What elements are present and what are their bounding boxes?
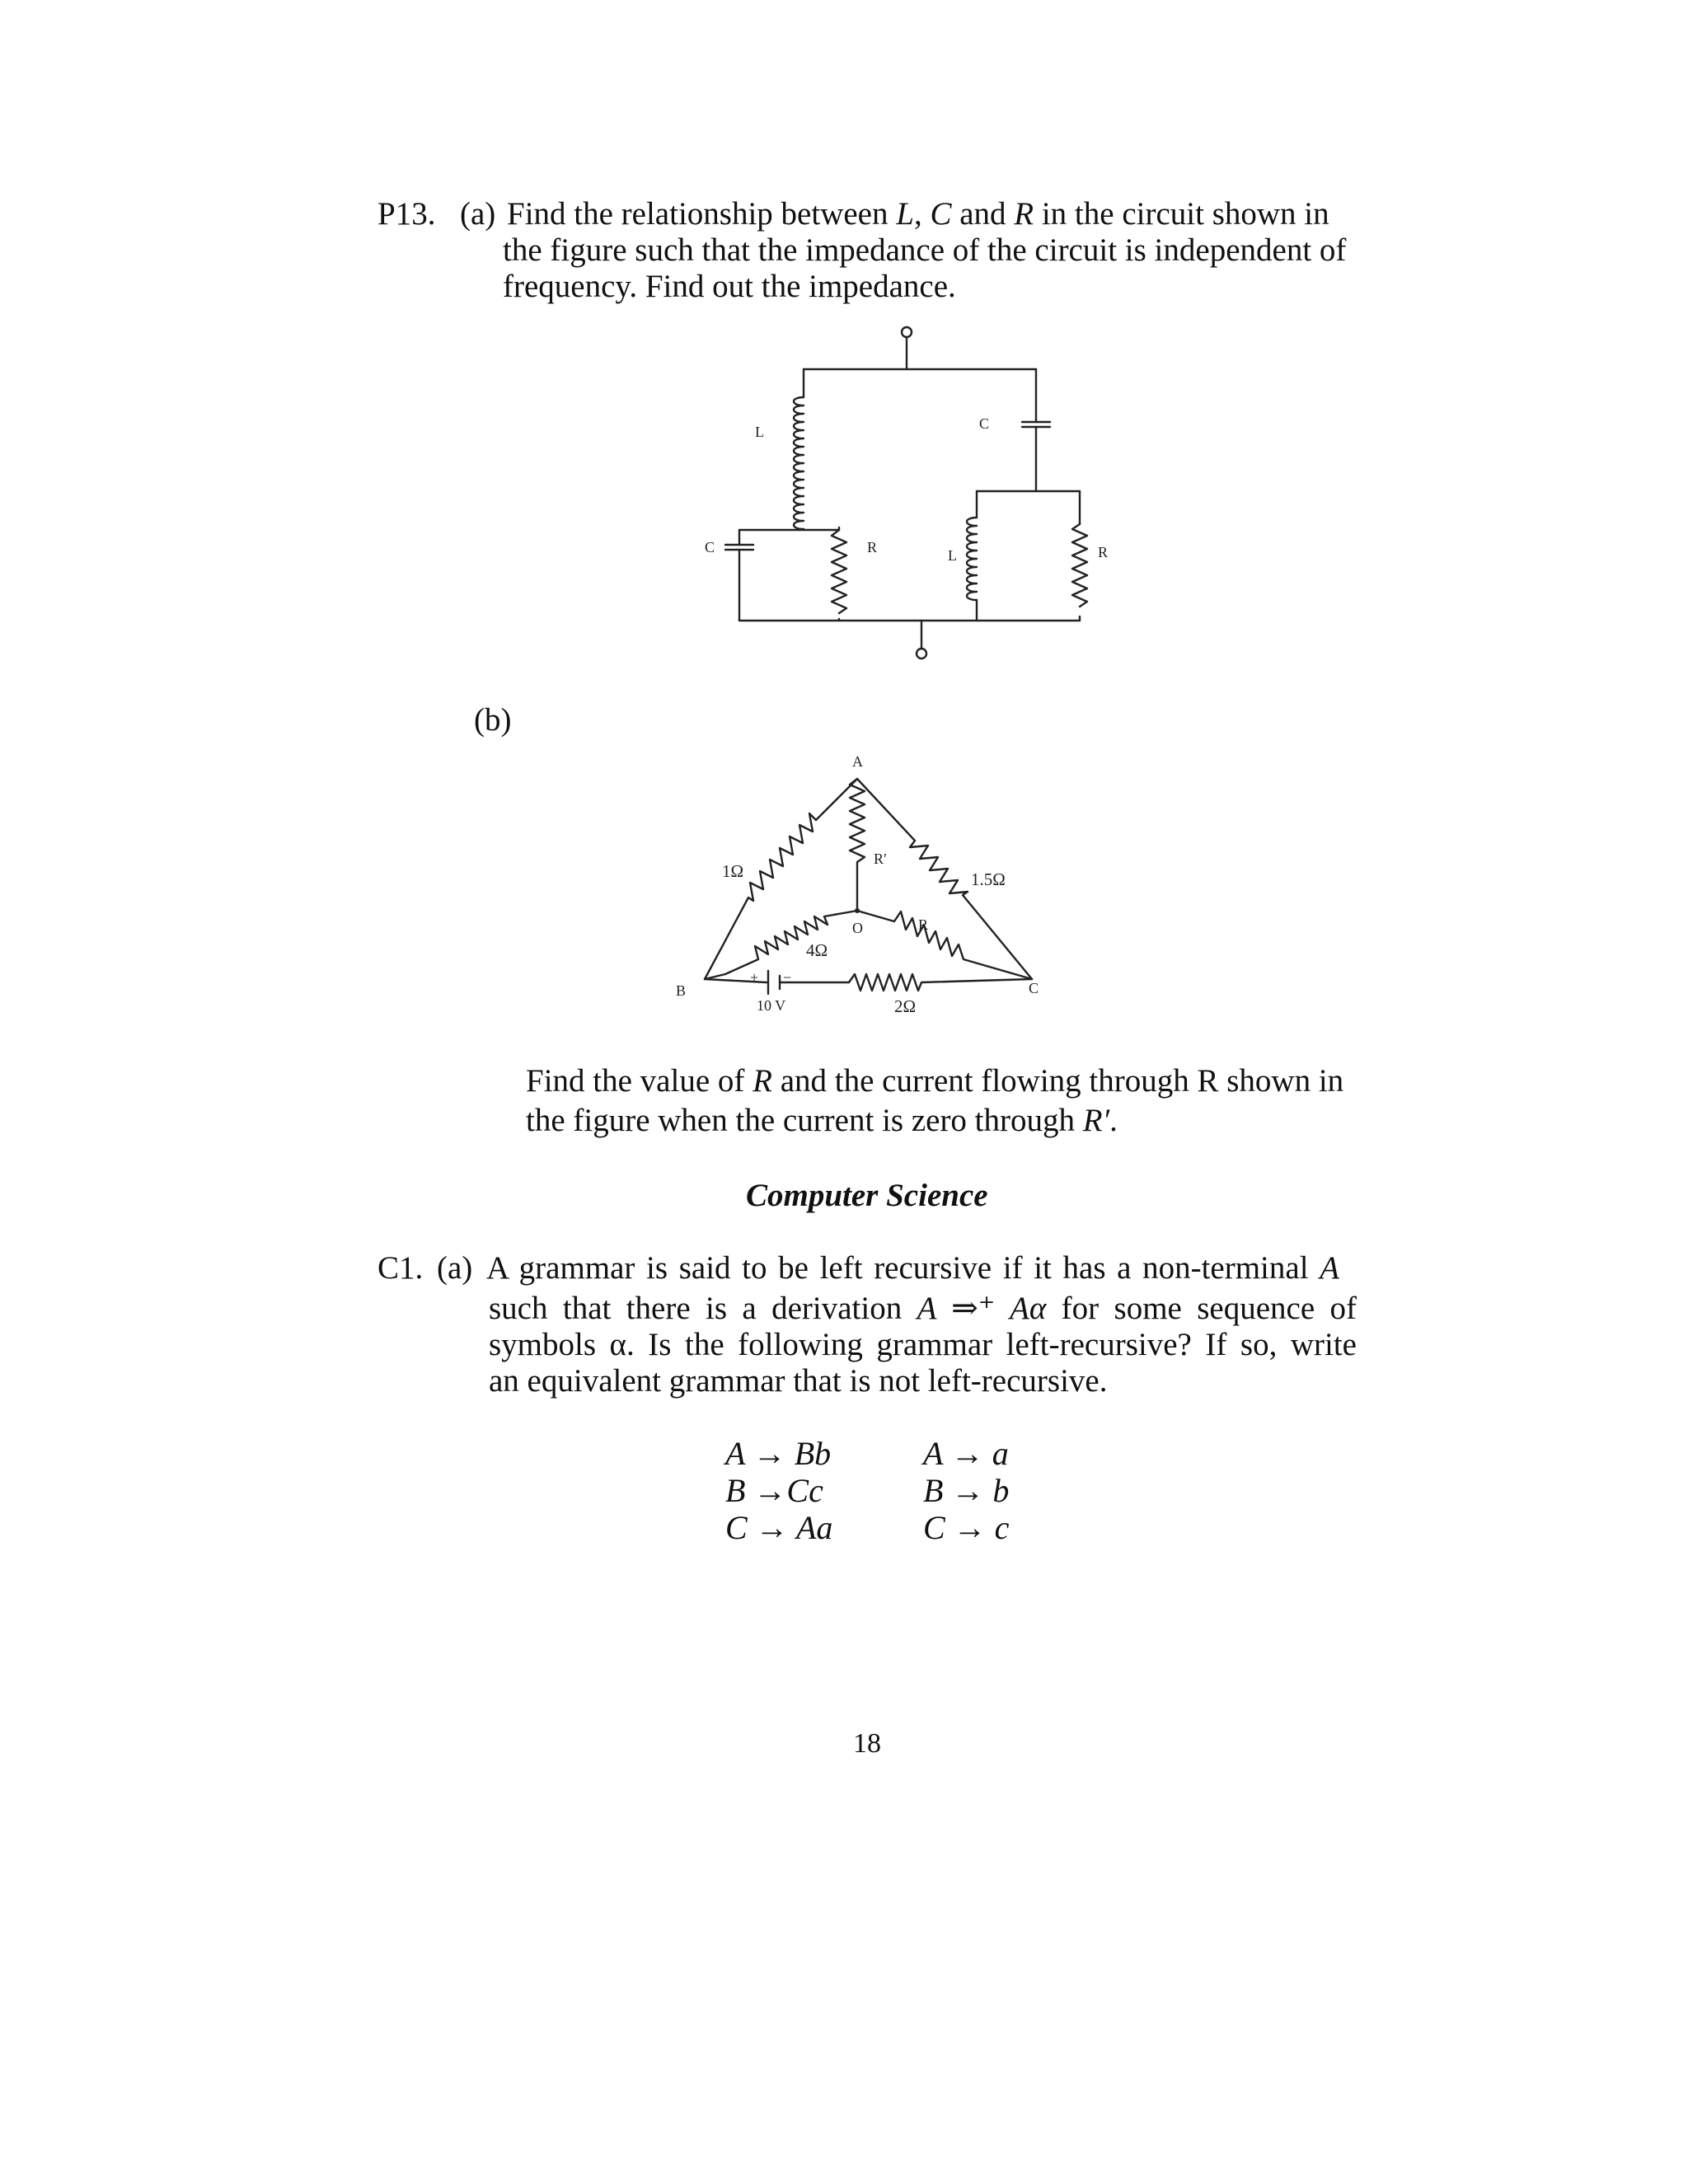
p13-number: P13. xyxy=(377,196,436,232)
battery-plus-label: + xyxy=(750,969,759,986)
label-c-top: C xyxy=(979,415,990,432)
page-number: 18 xyxy=(853,1728,881,1759)
p13-part-b-line2: the figure when the current is zero through R′. xyxy=(526,1103,1118,1138)
grammar-rule-right-1: A → a xyxy=(923,1435,1009,1472)
resistor-r-prime-label: R′ xyxy=(874,851,887,867)
battery-label: 10 V xyxy=(757,997,786,1014)
resistor-1ohm-label: 1Ω xyxy=(722,861,744,881)
node-b-label: B xyxy=(676,982,687,999)
p13-part-b-line1: Find the value of R and the current flowing through R shown in xyxy=(526,1063,1344,1099)
resistor-2ohm-label: 2Ω xyxy=(894,996,917,1016)
c1-line2: such that there is a derivation A ⇒⁺ Aα for some sequence of xyxy=(489,1291,1357,1326)
grammar-rule-right-2: B → b xyxy=(923,1472,1010,1509)
p13-part-a-label: (a) xyxy=(460,196,496,232)
grammar-rule-left-1: A → Bb xyxy=(725,1435,832,1472)
grammar-rule-right-3: C → c xyxy=(923,1509,1010,1546)
p13-part-b-label: (b) xyxy=(474,702,512,738)
node-c-label: C xyxy=(1029,980,1039,996)
grammar-rule-left-3: C → Aa xyxy=(725,1509,833,1546)
c1-line4: an equivalent grammar that is not left-recursive. xyxy=(489,1363,1108,1399)
label-r-right: R xyxy=(1098,544,1109,560)
node-o-label: O xyxy=(852,920,863,936)
label-l-right: L xyxy=(948,547,957,564)
battery-minus-label: − xyxy=(783,969,792,986)
resistor-r-icon xyxy=(857,911,1032,979)
resistor-r-label: R xyxy=(918,916,929,933)
label-c-left: C xyxy=(705,539,715,555)
p13-part-a-line1: Find the relationship between L, C and R in the circuit shown in xyxy=(507,196,1329,232)
resistor-4ohm-icon xyxy=(705,911,857,979)
c1-line1: A grammar is said to be left recursive if it has a non-terminal A xyxy=(486,1250,1339,1286)
section-title: Computer Science xyxy=(746,1178,988,1213)
c1-line3: symbols α. Is the following grammar left-recursive? If so, write xyxy=(489,1327,1357,1362)
grammar-rule-left-2: B →Cc xyxy=(725,1472,823,1509)
resistor-r-prime-icon xyxy=(850,779,865,911)
resistor-1-5ohm-icon xyxy=(857,779,1032,979)
c1-part-a-label: (a) xyxy=(437,1250,473,1286)
c1-number: C1. xyxy=(377,1250,424,1286)
p13-part-a-line3: frequency. Find out the impedance. xyxy=(503,269,956,304)
resistor-2ohm-icon xyxy=(849,974,1032,991)
label-r-left: R xyxy=(867,539,878,555)
node-a-label: A xyxy=(852,753,863,770)
resistor-4ohm-label: 4Ω xyxy=(806,940,828,960)
label-l-top: L xyxy=(755,424,764,440)
p13-part-a-line2: the figure such that the impedance of the circuit is independent of xyxy=(503,232,1347,268)
resistor-1-5ohm-label: 1.5Ω xyxy=(971,869,1006,889)
